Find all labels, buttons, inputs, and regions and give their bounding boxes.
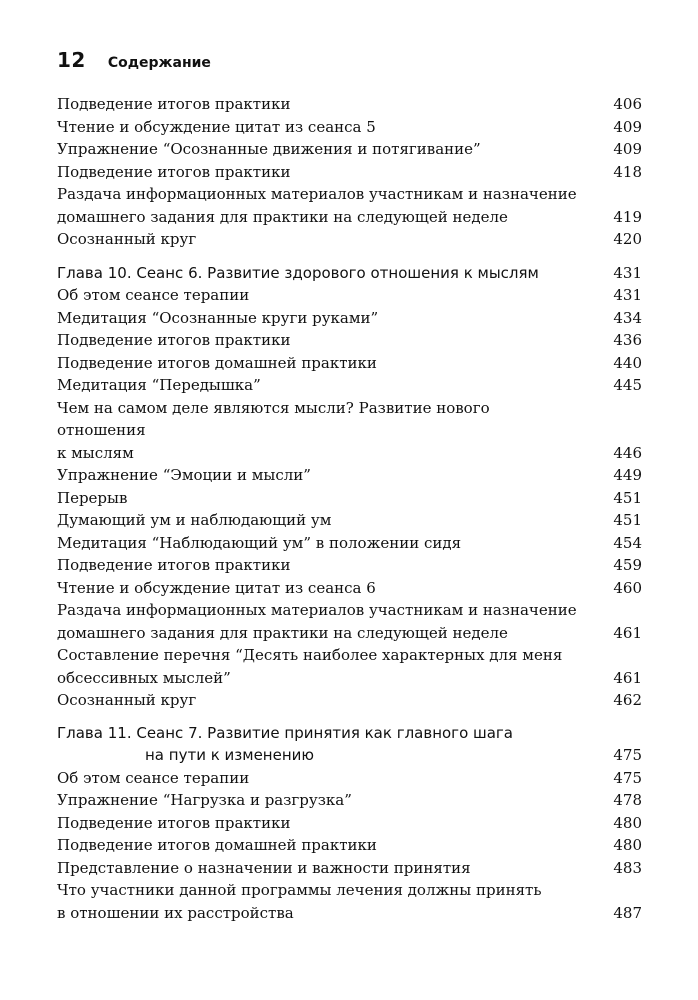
toc-entry[interactable] bbox=[57, 509, 642, 532]
toc-entry-page: 462 bbox=[613, 691, 642, 709]
toc-entry-title: Медитация “Наблюдающий ум” в положении сидя bbox=[57, 533, 462, 552]
toc-entry[interactable] bbox=[57, 857, 642, 880]
toc-entry-page: 478 bbox=[613, 791, 642, 809]
toc-entry[interactable] bbox=[57, 138, 642, 161]
toc-entry[interactable] bbox=[57, 228, 642, 251]
toc-entry[interactable] bbox=[57, 532, 642, 555]
toc-entry-page: 483 bbox=[613, 858, 642, 877]
toc-entry-page: 454 bbox=[613, 533, 642, 552]
toc-entry[interactable] bbox=[57, 487, 642, 510]
toc-entry[interactable] bbox=[57, 352, 642, 375]
toc-entry-page: 434 bbox=[613, 308, 642, 327]
chapter-title: Глава 10. Сеанс 6. Развитие здорового отношения к мыслям bbox=[57, 263, 539, 282]
toc-entry-title: Подведение итогов домашней практики bbox=[57, 836, 377, 854]
toc-entry-title: Чтение и обсуждение цитат из сеанса 5 bbox=[57, 117, 376, 136]
toc-entry-page: 418 bbox=[613, 162, 642, 181]
toc-entry-page: 487 bbox=[613, 903, 642, 922]
toc-entry-title: Чтение и обсуждение цитат из сеанса 6 bbox=[57, 578, 376, 597]
toc-entry-title: Упражнение “Нагрузка и разгрузка” bbox=[57, 791, 352, 809]
chapter-heading-11[interactable] bbox=[57, 722, 642, 767]
toc-entry-page: 480 bbox=[613, 813, 642, 832]
toc-entry-page: 451 bbox=[613, 488, 642, 507]
toc-entry-title-line: домашнего задания для практики на следующей неделе bbox=[57, 207, 508, 226]
toc-entry[interactable] bbox=[57, 116, 642, 139]
toc-entry-title-line: Составление перечня “Десять наиболее характерных для меня bbox=[57, 646, 563, 664]
chapter-title-line: на пути к изменению bbox=[145, 746, 315, 764]
toc-entry-title-line: обсессивных мыслей” bbox=[57, 668, 231, 687]
toc-entry[interactable] bbox=[57, 464, 642, 487]
toc-entry-page: 449 bbox=[613, 466, 642, 484]
toc-entry-page: 409 bbox=[613, 140, 642, 158]
toc-entry-page: 420 bbox=[613, 230, 642, 248]
toc-entry-page: 460 bbox=[613, 578, 642, 597]
toc-entry-title bbox=[57, 397, 602, 465]
toc-entry-title bbox=[57, 879, 602, 924]
chapter-title-line: Глава 11. Сеанс 7. Развитие принятия как главного шага bbox=[57, 723, 513, 742]
toc-entry[interactable] bbox=[57, 644, 642, 689]
toc-entry-page: 480 bbox=[613, 836, 642, 854]
toc-entry[interactable] bbox=[57, 599, 642, 644]
toc-entry-title: Упражнение “Эмоции и мысли” bbox=[57, 466, 311, 484]
toc-entry-page: 445 bbox=[613, 376, 642, 394]
toc-entry-title: Подведение итогов практики bbox=[57, 95, 291, 113]
toc-entry-title: Осознанный круг bbox=[57, 230, 197, 248]
toc-entry-title: Медитация “Осознанные круги руками” bbox=[57, 308, 379, 327]
toc-entry-title-line: Что участники данной программы лечения должны принять bbox=[57, 881, 542, 899]
toc-entry-title: Перерыв bbox=[57, 488, 128, 507]
toc-entry[interactable] bbox=[57, 554, 642, 577]
toc-entry[interactable] bbox=[57, 397, 642, 465]
toc-entry[interactable] bbox=[57, 374, 642, 397]
chapter-heading-10[interactable] bbox=[57, 262, 642, 285]
toc-entry-title bbox=[57, 599, 602, 644]
toc-entry-page: 409 bbox=[613, 117, 642, 136]
page-header bbox=[57, 48, 211, 74]
toc-entry[interactable] bbox=[57, 183, 642, 228]
toc-entry-title-line: к мыслям bbox=[57, 443, 134, 462]
toc-entry-title: Об этом сеансе терапии bbox=[57, 768, 250, 787]
toc-entry-page: 419 bbox=[613, 207, 642, 226]
toc-entry[interactable] bbox=[57, 93, 642, 116]
toc-entry-title bbox=[57, 183, 602, 228]
toc-entry-page: 446 bbox=[613, 443, 642, 462]
toc-entry-title-line: в отношении их расстройства bbox=[57, 903, 294, 922]
toc-entry-title-line: Чем на самом деле являются мысли? Развитие нового отношения bbox=[57, 398, 490, 439]
toc-entry[interactable] bbox=[57, 307, 642, 330]
running-title: Содержание bbox=[107, 55, 211, 71]
toc-entry[interactable] bbox=[57, 284, 642, 307]
toc-entry-page: 451 bbox=[613, 511, 642, 529]
toc-entry[interactable] bbox=[57, 789, 642, 812]
toc-entry-page: 461 bbox=[613, 668, 642, 687]
toc-entry-title: Осознанный круг bbox=[57, 691, 197, 709]
toc-entry-page: 440 bbox=[613, 353, 642, 372]
toc-entry-title: Подведение итогов домашней практики bbox=[57, 353, 377, 372]
toc-entry[interactable] bbox=[57, 577, 642, 600]
toc-entry[interactable] bbox=[57, 812, 642, 835]
toc-entry-page: 406 bbox=[613, 95, 642, 113]
page-number: 12 bbox=[57, 48, 86, 72]
toc-entry-title: Подведение итогов практики bbox=[57, 556, 291, 574]
toc-entry-title: Думающий ум и наблюдающий ум bbox=[57, 511, 332, 529]
chapter-page: 475 bbox=[613, 746, 642, 764]
toc-entry-page: 436 bbox=[613, 331, 642, 349]
toc-entry-title: Об этом сеансе терапии bbox=[57, 286, 250, 304]
table-of-contents bbox=[57, 93, 642, 924]
toc-entry-title: Упражнение “Осознанные движения и потягивание” bbox=[57, 140, 481, 158]
toc-entry-title bbox=[57, 644, 602, 689]
toc-entry-title-line: домашнего задания для практики на следующей неделе bbox=[57, 623, 508, 642]
toc-entry[interactable] bbox=[57, 767, 642, 790]
toc-entry-page: 475 bbox=[613, 768, 642, 787]
toc-entry-title-line: Раздача информационных материалов участникам и назначение bbox=[57, 601, 577, 619]
toc-entry[interactable] bbox=[57, 879, 642, 924]
chapter-title bbox=[57, 722, 602, 767]
toc-entry[interactable] bbox=[57, 834, 642, 857]
toc-entry-title-line: Раздача информационных материалов участникам и назначение bbox=[57, 185, 577, 203]
toc-entry-title: Подведение итогов практики bbox=[57, 813, 291, 832]
chapter-page: 431 bbox=[613, 263, 642, 282]
toc-entry-page: 431 bbox=[613, 286, 642, 304]
toc-entry[interactable] bbox=[57, 329, 642, 352]
toc-entry[interactable] bbox=[57, 689, 642, 712]
toc-entry[interactable] bbox=[57, 161, 642, 184]
toc-entry-page: 461 bbox=[613, 623, 642, 642]
toc-entry-title: Представление о назначении и важности принятия bbox=[57, 858, 471, 877]
toc-entry-title: Подведение итогов практики bbox=[57, 331, 291, 349]
toc-entry-title: Подведение итогов практики bbox=[57, 162, 291, 181]
toc-entry-title: Медитация “Передышка” bbox=[57, 376, 261, 394]
toc-entry-page: 459 bbox=[613, 556, 642, 574]
